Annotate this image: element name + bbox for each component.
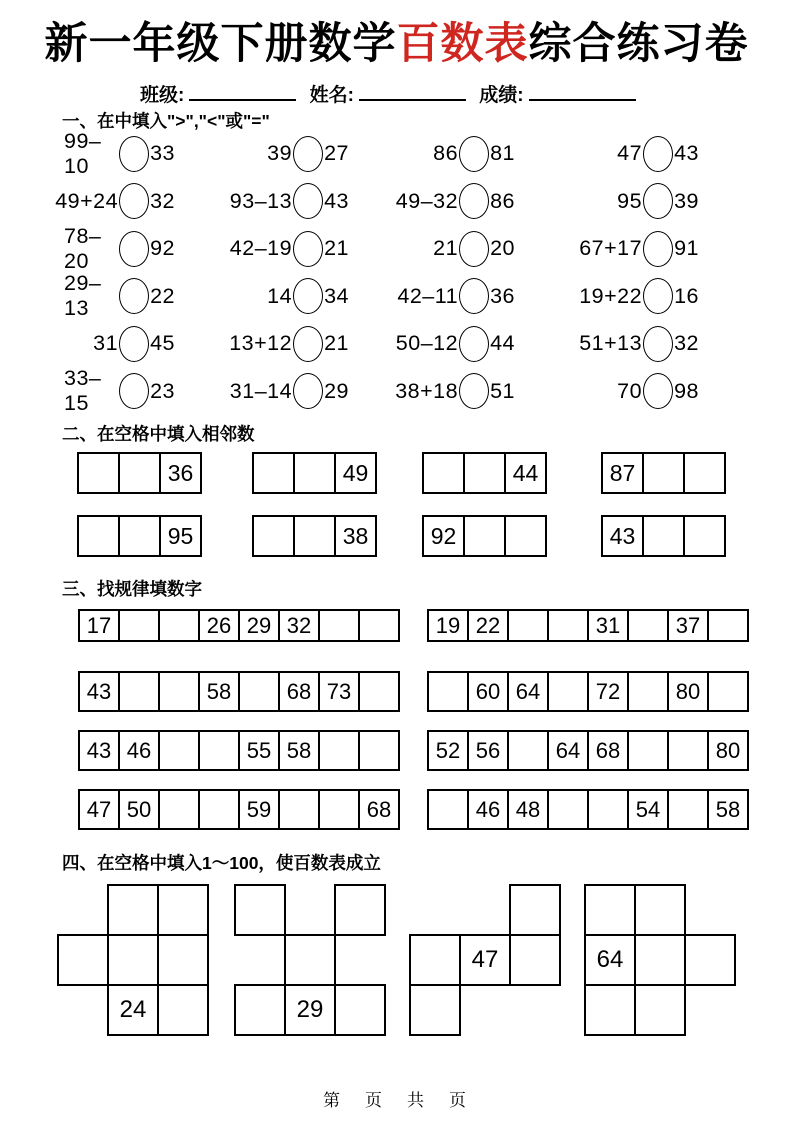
right-operand: 44: [490, 331, 515, 356]
page-footer: 第 页 共 页: [323, 1091, 470, 1110]
left-operand: 19+22: [579, 283, 643, 308]
empty-fill-cell[interactable]: [642, 452, 685, 494]
empty-fill-cell[interactable]: [507, 730, 549, 771]
class-label: 班级:: [140, 85, 185, 106]
empty-fill-cell[interactable]: [118, 452, 161, 494]
left-operand: 21: [433, 236, 459, 261]
given-number-cell: 31: [587, 609, 629, 642]
pattern-table: [427, 671, 749, 712]
answer-circle[interactable]: [459, 231, 489, 267]
score-blank-field[interactable]: [529, 94, 636, 101]
given-number-cell: 95: [159, 515, 202, 557]
empty-fill-cell[interactable]: [627, 730, 669, 771]
empty-fill-cell[interactable]: [642, 515, 685, 557]
right-operand: 16: [674, 283, 699, 308]
empty-fill-cell[interactable]: [707, 671, 749, 712]
right-operand: 43: [674, 141, 699, 166]
comparison-problems-grid: [55, 128, 699, 416]
left-operand: 49+24: [55, 188, 119, 213]
comparison-problem: [64, 130, 175, 178]
answer-circle[interactable]: [459, 373, 489, 409]
title-highlight: 百数表: [396, 20, 529, 68]
empty-fill-cell[interactable]: [584, 984, 636, 1036]
comparison-problem: [349, 320, 515, 368]
given-number-cell: 48: [507, 789, 549, 830]
given-number-cell: 58: [198, 671, 240, 712]
left-operand: 29–13: [64, 271, 102, 321]
given-number-cell: 29: [284, 984, 336, 1036]
answer-circle[interactable]: [643, 136, 673, 172]
left-operand: 33–15: [64, 366, 102, 416]
answer-circle[interactable]: [119, 326, 149, 362]
name-label: 姓名:: [309, 85, 354, 106]
section-one-heading: 一、在中填入">","<"或"=": [62, 111, 270, 131]
empty-fill-cell[interactable]: [77, 515, 120, 557]
answer-circle[interactable]: [119, 136, 149, 172]
empty-fill-cell[interactable]: [667, 730, 709, 771]
empty-fill-cell[interactable]: [463, 452, 506, 494]
given-number-cell: 58: [278, 730, 320, 771]
answer-circle[interactable]: [643, 326, 673, 362]
given-number-cell: 36: [159, 452, 202, 494]
given-number-cell: 24: [107, 984, 159, 1036]
comparison-problem: [515, 178, 699, 226]
given-number-cell: 43: [78, 730, 120, 771]
comparison-problem: [349, 130, 515, 178]
empty-fill-cell[interactable]: [198, 789, 240, 830]
comparison-problem: [349, 273, 515, 321]
empty-fill-cell[interactable]: [158, 609, 200, 642]
given-number-cell: 68: [278, 671, 320, 712]
empty-fill-cell[interactable]: [107, 884, 159, 936]
class-blank-field[interactable]: [189, 94, 296, 101]
comparison-problem: [349, 368, 515, 416]
empty-fill-cell[interactable]: [587, 789, 629, 830]
right-operand: 20: [490, 236, 515, 261]
right-operand: 22: [150, 283, 175, 308]
pattern-table: [78, 730, 400, 771]
given-number-cell: 92: [422, 515, 465, 557]
right-operand: 43: [324, 188, 349, 213]
empty-fill-cell[interactable]: [293, 452, 336, 494]
left-operand: 31–14: [229, 378, 293, 403]
empty-fill-cell[interactable]: [293, 515, 336, 557]
given-number-cell: 60: [467, 671, 509, 712]
left-operand: 78–20: [64, 223, 102, 273]
pattern-table: [78, 789, 400, 830]
right-operand: 39: [674, 188, 699, 213]
comparison-problem: [515, 130, 699, 178]
left-operand: 67+17: [579, 236, 643, 261]
empty-fill-cell[interactable]: [509, 934, 561, 986]
answer-circle[interactable]: [119, 183, 149, 219]
neighbor-table: [77, 515, 202, 557]
left-operand: 99–10: [64, 128, 102, 178]
empty-fill-cell[interactable]: [427, 789, 469, 830]
section-two-heading: 二、在空格中填入相邻数: [62, 424, 255, 444]
section-three-heading: 三、找规律填数字: [62, 579, 202, 599]
given-number-cell: 37: [667, 609, 709, 642]
empty-fill-cell[interactable]: [409, 984, 461, 1036]
comparison-problem: [515, 273, 699, 321]
empty-fill-cell[interactable]: [422, 452, 465, 494]
left-operand: 38+18: [395, 378, 459, 403]
score-label: 成绩:: [479, 85, 524, 106]
empty-fill-cell[interactable]: [158, 789, 200, 830]
empty-fill-cell[interactable]: [318, 789, 360, 830]
answer-circle[interactable]: [293, 136, 323, 172]
left-operand: 50–12: [395, 331, 459, 356]
comparison-problem: [64, 368, 175, 416]
empty-fill-cell[interactable]: [358, 609, 400, 642]
right-operand: 34: [324, 283, 349, 308]
given-number-cell: 80: [667, 671, 709, 712]
comparison-problem: [64, 225, 175, 273]
right-operand: 36: [490, 283, 515, 308]
given-number-cell: 54: [627, 789, 669, 830]
empty-fill-cell[interactable]: [463, 515, 506, 557]
right-operand: 21: [324, 236, 349, 261]
answer-circle[interactable]: [643, 373, 673, 409]
empty-fill-cell[interactable]: [634, 884, 686, 936]
comparison-problem: [64, 273, 175, 321]
answer-circle[interactable]: [459, 326, 489, 362]
empty-fill-cell[interactable]: [427, 671, 469, 712]
right-operand: 81: [490, 141, 515, 166]
given-number-cell: 80: [707, 730, 749, 771]
given-number-cell: 56: [467, 730, 509, 771]
given-number-cell: 43: [78, 671, 120, 712]
given-number-cell: 44: [504, 452, 547, 494]
neighbor-table: [77, 452, 202, 494]
empty-fill-cell[interactable]: [358, 671, 400, 712]
empty-fill-cell[interactable]: [683, 515, 726, 557]
empty-fill-cell[interactable]: [234, 884, 286, 936]
given-number-cell: 64: [547, 730, 589, 771]
given-number-cell: 68: [587, 730, 629, 771]
pattern-table: [427, 609, 749, 642]
title-prefix: 新一年级下册数学: [44, 20, 397, 68]
right-operand: 32: [674, 331, 699, 356]
empty-fill-cell[interactable]: [238, 671, 280, 712]
left-operand: 47: [617, 141, 643, 166]
empty-fill-cell[interactable]: [107, 934, 159, 986]
answer-circle[interactable]: [459, 136, 489, 172]
given-number-cell: 38: [334, 515, 377, 557]
empty-fill-cell[interactable]: [547, 609, 589, 642]
empty-fill-cell[interactable]: [157, 934, 209, 986]
given-number-cell: 29: [238, 609, 280, 642]
given-number-cell: 64: [584, 934, 636, 986]
comparison-problem: [64, 320, 175, 368]
empty-fill-cell[interactable]: [198, 730, 240, 771]
given-number-cell: 43: [601, 515, 644, 557]
answer-circle[interactable]: [293, 373, 323, 409]
right-operand: 51: [490, 378, 515, 403]
answer-circle[interactable]: [293, 278, 323, 314]
empty-fill-cell[interactable]: [278, 789, 320, 830]
given-number-cell: 17: [78, 609, 120, 642]
answer-circle[interactable]: [643, 231, 673, 267]
right-operand: 32: [150, 188, 175, 213]
empty-fill-cell[interactable]: [547, 789, 589, 830]
given-number-cell: 32: [278, 609, 320, 642]
given-number-cell: 87: [601, 452, 644, 494]
right-operand: 23: [150, 378, 175, 403]
answer-circle[interactable]: [293, 183, 323, 219]
right-operand: 33: [150, 141, 175, 166]
given-number-cell: 68: [358, 789, 400, 830]
comparison-problem: [175, 368, 349, 416]
name-blank-field[interactable]: [359, 94, 466, 101]
pattern-table: [78, 609, 400, 642]
comparison-problem: [515, 225, 699, 273]
comparison-problem: [175, 273, 349, 321]
left-operand: 31: [93, 331, 119, 356]
left-operand: 70: [617, 378, 643, 403]
title-suffix: 综合练习卷: [528, 20, 749, 68]
given-number-cell: 49: [334, 452, 377, 494]
answer-circle[interactable]: [293, 231, 323, 267]
section-four-heading: 四、在空格中填入1～100，使百数表成立: [62, 853, 381, 873]
empty-fill-cell[interactable]: [57, 934, 109, 986]
comparison-problem: [515, 320, 699, 368]
empty-fill-cell[interactable]: [683, 452, 726, 494]
given-number-cell: 58: [707, 789, 749, 830]
left-operand: 42–19: [229, 236, 293, 261]
neighbor-table: [252, 515, 377, 557]
empty-fill-cell[interactable]: [334, 984, 386, 1036]
empty-fill-cell[interactable]: [158, 671, 200, 712]
student-info-line: [140, 80, 644, 107]
left-operand: 14: [267, 283, 293, 308]
empty-fill-cell[interactable]: [334, 884, 386, 936]
left-operand: 42–11: [397, 283, 459, 308]
given-number-cell: 47: [78, 789, 120, 830]
empty-fill-cell[interactable]: [252, 452, 295, 494]
neighbor-table: [601, 452, 726, 494]
comparison-problem: [175, 130, 349, 178]
empty-fill-cell[interactable]: [627, 609, 669, 642]
given-number-cell: 55: [238, 730, 280, 771]
answer-circle[interactable]: [119, 278, 149, 314]
answer-circle[interactable]: [119, 373, 149, 409]
empty-fill-cell[interactable]: [234, 984, 286, 1036]
answer-circle[interactable]: [459, 278, 489, 314]
left-operand: 93–13: [229, 188, 293, 213]
given-number-cell: 19: [427, 609, 469, 642]
empty-fill-cell[interactable]: [157, 984, 209, 1036]
right-operand: 21: [324, 331, 349, 356]
empty-fill-cell[interactable]: [318, 609, 360, 642]
left-operand: 13+12: [229, 331, 293, 356]
neighbor-table: [422, 452, 547, 494]
empty-fill-cell[interactable]: [318, 730, 360, 771]
right-operand: 92: [150, 236, 175, 261]
empty-fill-cell[interactable]: [118, 515, 161, 557]
left-operand: 95: [617, 188, 643, 213]
answer-circle[interactable]: [293, 326, 323, 362]
empty-fill-cell[interactable]: [584, 884, 636, 936]
right-operand: 45: [150, 331, 175, 356]
comparison-problem: [175, 225, 349, 273]
left-operand: 39: [267, 141, 293, 166]
pattern-table: [427, 730, 749, 771]
given-number-cell: 72: [587, 671, 629, 712]
answer-circle[interactable]: [643, 183, 673, 219]
given-number-cell: 26: [198, 609, 240, 642]
right-operand: 86: [490, 188, 515, 213]
empty-fill-cell[interactable]: [684, 934, 736, 986]
given-number-cell: 50: [118, 789, 160, 830]
left-operand: 49–32: [395, 188, 459, 213]
comparison-problem: [515, 368, 699, 416]
given-number-cell: 59: [238, 789, 280, 830]
empty-fill-cell[interactable]: [358, 730, 400, 771]
answer-circle[interactable]: [119, 231, 149, 267]
comparison-problem: [175, 178, 349, 226]
neighbor-table: [422, 515, 547, 557]
empty-fill-cell[interactable]: [634, 934, 686, 986]
empty-fill-cell[interactable]: [507, 609, 549, 642]
comparison-problem: [349, 178, 515, 226]
empty-fill-cell[interactable]: [504, 515, 547, 557]
given-number-cell: 46: [118, 730, 160, 771]
empty-fill-cell[interactable]: [547, 671, 589, 712]
given-number-cell: 46: [467, 789, 509, 830]
comparison-problem: [349, 225, 515, 273]
empty-fill-cell[interactable]: [77, 452, 120, 494]
comparison-problem: [55, 178, 175, 226]
given-number-cell: 52: [427, 730, 469, 771]
page-title: [0, 10, 793, 71]
empty-fill-cell[interactable]: [118, 609, 160, 642]
empty-fill-cell[interactable]: [634, 984, 686, 1036]
given-number-cell: 64: [507, 671, 549, 712]
empty-fill-cell[interactable]: [252, 515, 295, 557]
right-operand: 91: [674, 236, 699, 261]
empty-fill-cell[interactable]: [509, 884, 561, 936]
empty-fill-cell[interactable]: [667, 789, 709, 830]
pattern-table: [78, 671, 400, 712]
left-operand: 51+13: [579, 331, 643, 356]
empty-fill-cell[interactable]: [158, 730, 200, 771]
left-operand: 86: [433, 141, 459, 166]
right-operand: 98: [674, 378, 699, 403]
given-number-cell: 73: [318, 671, 360, 712]
answer-circle[interactable]: [643, 278, 673, 314]
empty-fill-cell[interactable]: [157, 884, 209, 936]
neighbor-table: [601, 515, 726, 557]
empty-fill-cell[interactable]: [627, 671, 669, 712]
neighbor-table: [252, 452, 377, 494]
empty-fill-cell[interactable]: [284, 934, 336, 986]
right-operand: 27: [324, 141, 349, 166]
empty-fill-cell[interactable]: [707, 609, 749, 642]
answer-circle[interactable]: [459, 183, 489, 219]
empty-fill-cell[interactable]: [118, 671, 160, 712]
pattern-table: [427, 789, 749, 830]
empty-fill-cell[interactable]: [409, 934, 461, 986]
right-operand: 29: [324, 378, 349, 403]
comparison-problem: [175, 320, 349, 368]
given-number-cell: 47: [459, 934, 511, 986]
given-number-cell: 22: [467, 609, 509, 642]
